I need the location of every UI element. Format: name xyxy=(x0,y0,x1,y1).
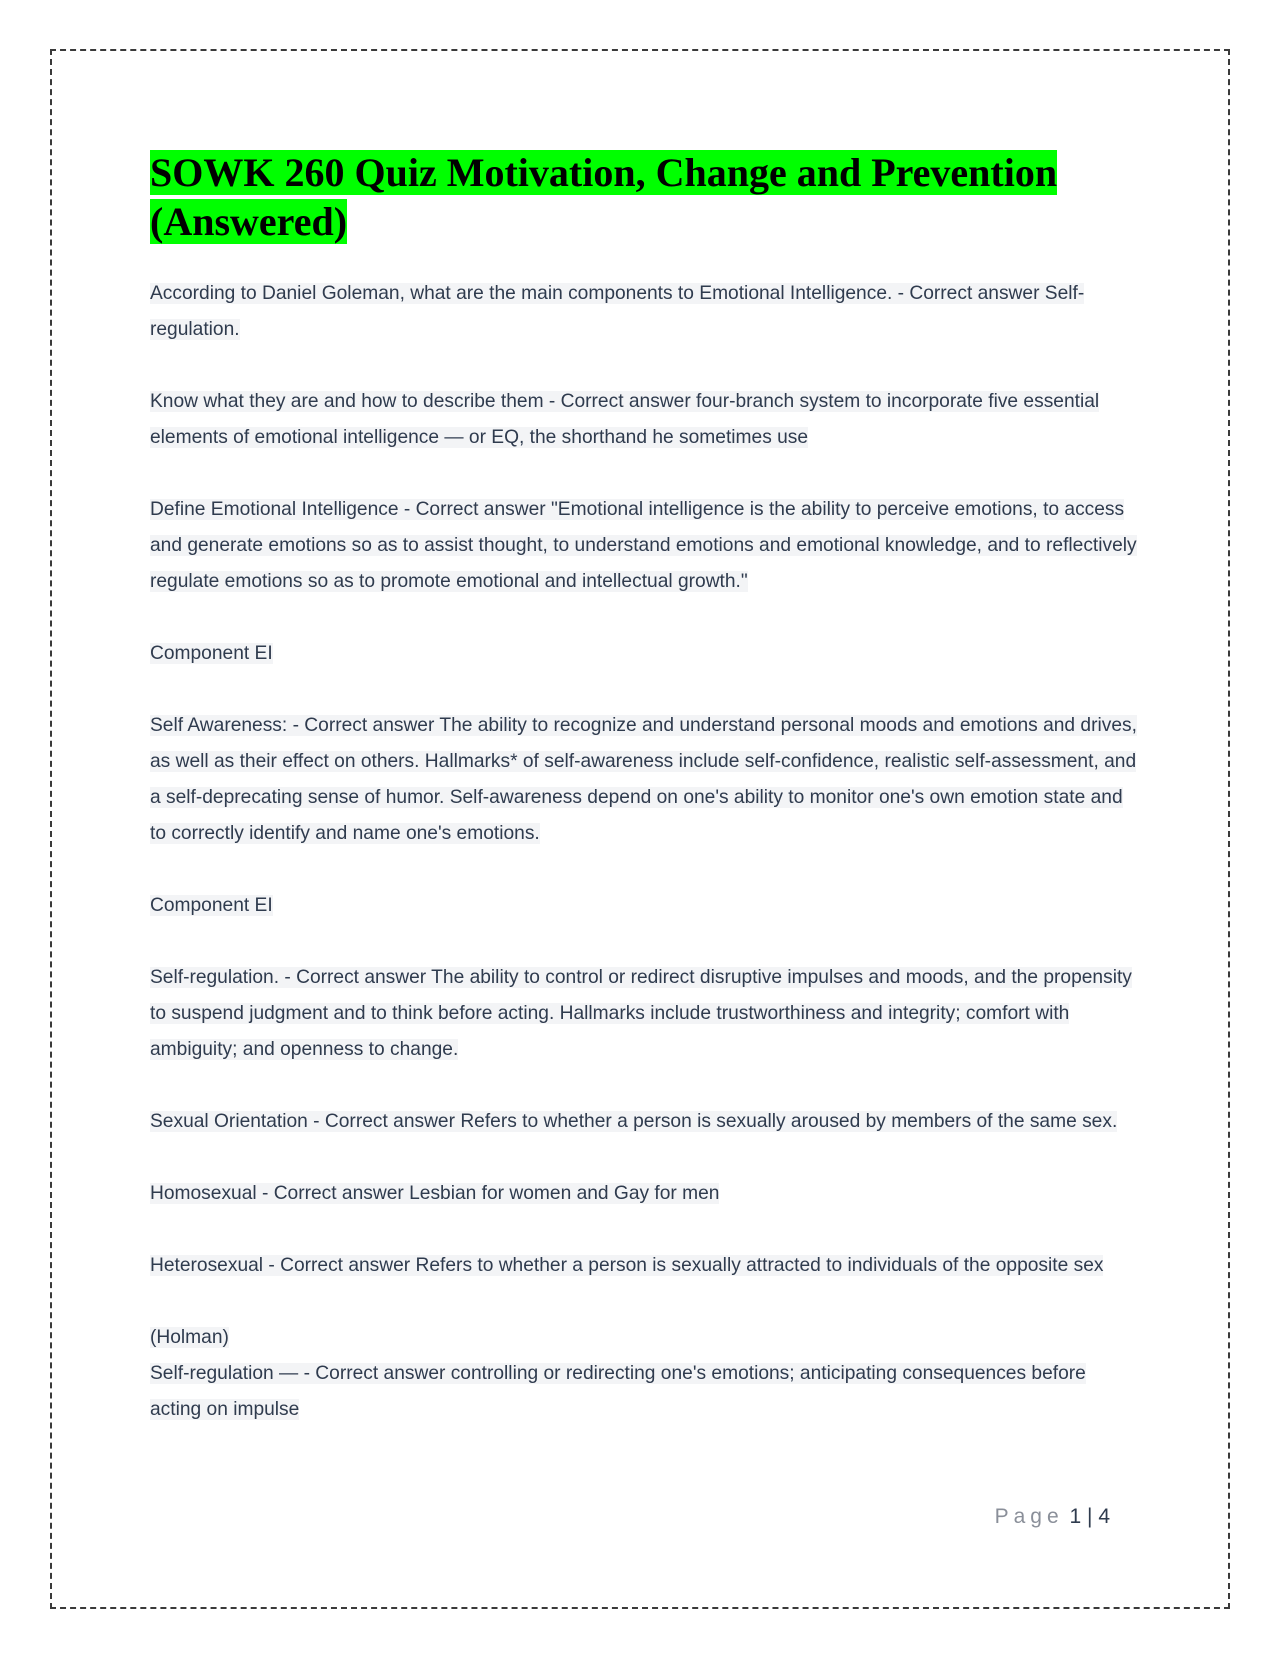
qa-paragraph: Self-regulation — - Correct answer controlling or redirecting one's emotions; anticipating consequences before acting on impulse xyxy=(150,1363,1086,1420)
qa-paragraph: Self Awareness: - Correct answer The ability to recognize and understand personal moods and emotions and drives, as well as their effect on others. Hallmarks* of self-awareness include self-confidence, realistic self-assessment, and a self-deprecating sense of humor. Self-awareness depend on one's ability to monitor one's own emotion state and to correctly identify and name one's emotions. xyxy=(150,715,1137,844)
qa-paragraph: Define Emotional Intelligence - Correct answer "Emotional intelligence is the ability to perceive emotions, to access and generate emotions so as to assist thought, to understand emotions and emotional knowledge, and to reflectively regulate emotions so as to promote emotional and intellectual growth." xyxy=(150,499,1137,592)
qa-paragraph: Heterosexual - Correct answer Refers to whether a person is sexually attracted to individuals of the opposite sex xyxy=(150,1255,1104,1276)
source-note: (Holman) xyxy=(150,1327,229,1348)
page-separator: | xyxy=(1087,1505,1093,1528)
qa-paragraph: Self-regulation. - Correct answer The ability to control or redirect disruptive impulses and moods, and the propensity to suspend judgment and to think before acting. Hallmarks include trustworthiness and integrity; comfort with ambiguity; and openness to change. xyxy=(150,967,1132,1060)
section-label: Component EI xyxy=(150,895,273,916)
section-label: Component EI xyxy=(150,643,273,664)
qa-paragraph: Homosexual - Correct answer Lesbian for women and Gay for men xyxy=(150,1183,720,1204)
page-number xyxy=(960,1505,1110,1529)
qa-paragraph: Sexual Orientation - Correct answer Refers to whether a person is sexually aroused by members of the same sex. xyxy=(150,1111,1118,1132)
document-body xyxy=(150,148,1140,1428)
page-total: 4 xyxy=(1098,1505,1110,1528)
qa-paragraph: According to Daniel Goleman, what are the main components to Emotional Intelligence. - Correct answer Self-regulation. xyxy=(150,283,1085,340)
page-label: Page xyxy=(994,1505,1064,1528)
page-current: 1 xyxy=(1069,1505,1082,1528)
qa-paragraph: Know what they are and how to describe them - Correct answer four-branch system to incorporate five essential elements of emotional intelligence — or EQ, the shorthand he sometimes use xyxy=(150,391,1100,448)
document-title: SOWK 260 Quiz Motivation, Change and Prevention (Answered) xyxy=(150,150,1058,244)
